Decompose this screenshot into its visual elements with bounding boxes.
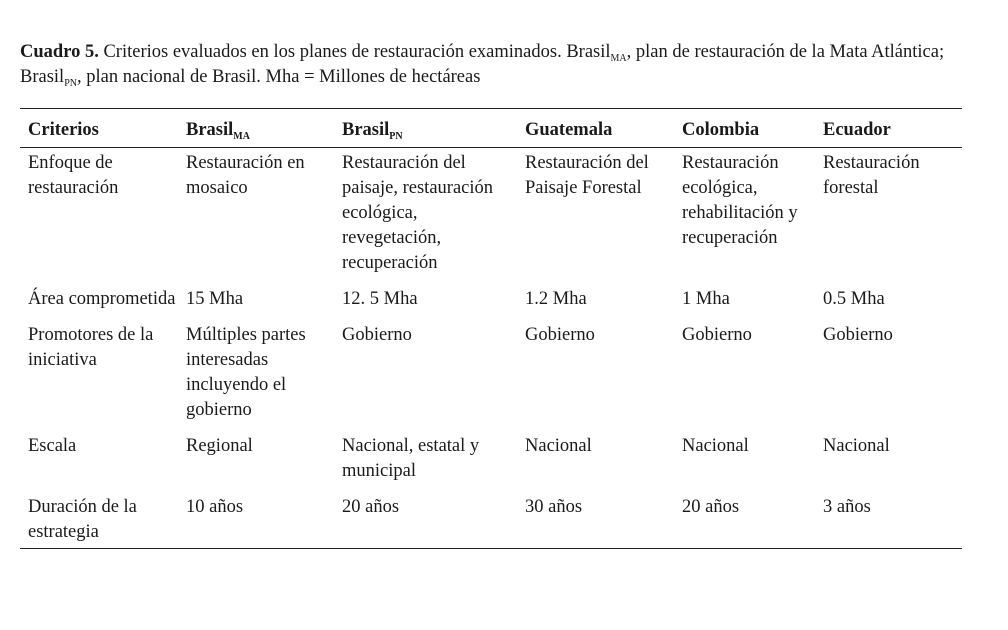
table-cell: Restauración del paisaje, restauración ecológica, revegetación, recuperación — [342, 153, 494, 273]
table-row — [20, 431, 962, 492]
table-cell: 0.5 Mha — [823, 289, 885, 309]
column-header-guatemala: Guatemala — [517, 109, 674, 148]
table-cell: Nacional — [525, 436, 592, 456]
table-cell: 10 años — [178, 492, 334, 549]
criteria-table — [20, 108, 962, 549]
table-row — [20, 284, 962, 320]
column-header-brasil-pn: Brasil$_{PN}$ — [334, 109, 517, 148]
table-cell: 1 Mha — [682, 289, 730, 309]
table-cell-criterion: Enfoque de restauración — [28, 153, 119, 198]
caption-text: Criterios evaluados en los planes de restauración examinados. Brasil — [98, 42, 611, 62]
caption-subscript: PN — [64, 78, 77, 89]
table-row — [20, 148, 962, 285]
table-row — [20, 492, 962, 549]
table-cell: Restauración en mosaico — [186, 153, 305, 198]
table-cell: Múltiples partes interesadas incluyendo el gobierno — [186, 325, 306, 420]
table-cell: Nacional, estatal y municipal — [342, 436, 480, 481]
table-cell: 3 años — [815, 492, 962, 549]
table-cell: Gobierno — [682, 325, 752, 345]
table-cell: Gobierno — [823, 325, 893, 345]
table-cell: 15 Mha — [186, 289, 244, 309]
column-header-brasil-ma: Brasil$_{MA}$ — [178, 109, 334, 148]
table-cell: Nacional — [682, 436, 749, 456]
column-header-ecuador: Ecuador — [815, 109, 962, 148]
column-header-criterios: Criterios — [20, 109, 178, 148]
table-cell: Restauración forestal — [823, 153, 920, 198]
table-cell-criterion: Área comprometida — [28, 289, 176, 309]
table-caption — [20, 40, 980, 90]
table-cell-criterion: Escala — [28, 436, 77, 456]
table-cell-criterion: Promotores de la iniciativa — [28, 325, 154, 370]
table-cell: Gobierno — [525, 325, 595, 345]
table-row — [20, 320, 962, 431]
caption-text: , plan nacional de Brasil. Mha = Millones de hectáreas — [77, 67, 481, 87]
table-cell: Restauración del Paisaje Forestal — [525, 153, 649, 198]
table-cell: Nacional — [823, 436, 890, 456]
table-cell: Regional — [186, 436, 253, 456]
caption-subscript: MA — [610, 53, 627, 64]
table-cell-criterion: Duración de la estrategia — [20, 492, 178, 549]
table-cell: Restauración ecológica, rehabilitación y recuperación — [682, 153, 798, 248]
table-cell: 1.2 Mha — [525, 289, 587, 309]
table-cell: 20 años — [334, 492, 517, 549]
column-header-colombia: Colombia — [674, 109, 815, 148]
table-cell: 12. 5 Mha — [342, 289, 418, 309]
table-cell: 30 años — [517, 492, 674, 549]
table-header-row — [20, 109, 962, 148]
caption-text: , plan de restauración de la Mata Atlántica; Brasil — [20, 42, 945, 87]
table-cell: Gobierno — [342, 325, 412, 345]
caption-label: Cuadro 5. — [20, 42, 99, 62]
table-cell: 20 años — [674, 492, 815, 549]
